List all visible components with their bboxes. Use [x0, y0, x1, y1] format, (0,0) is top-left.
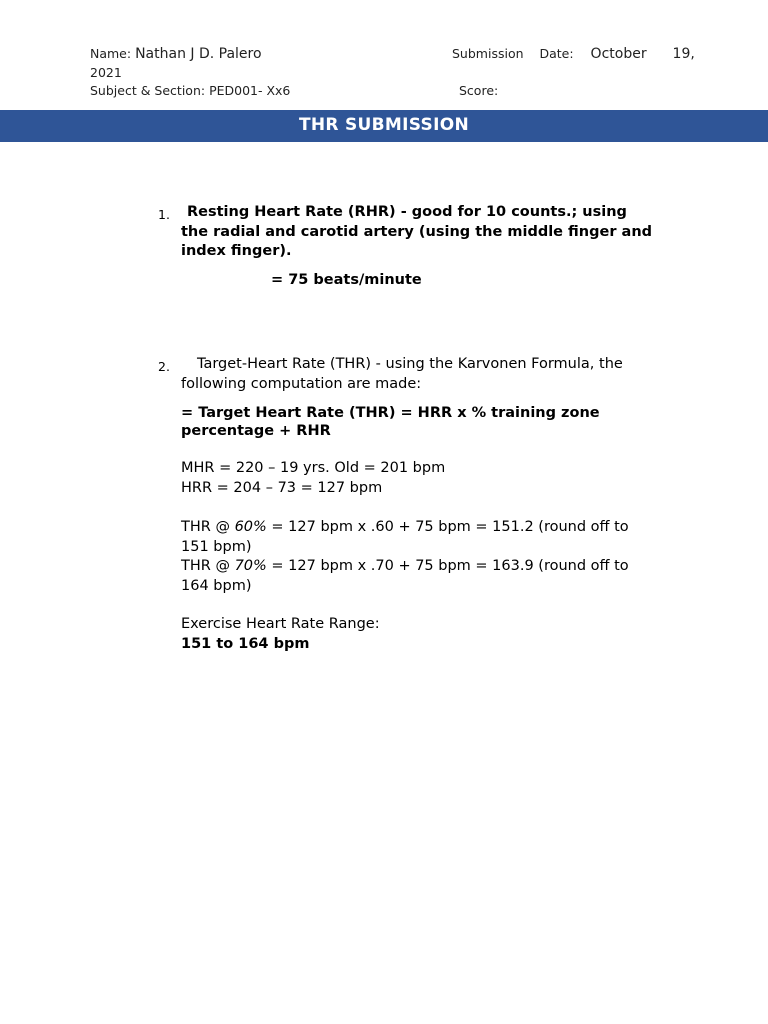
submission-label: Submission	[452, 46, 524, 61]
thr60-line	[181, 518, 681, 538]
subject-line	[90, 83, 290, 98]
item2-intro	[181, 355, 681, 394]
score-label: Score:	[459, 83, 499, 98]
subject-value: PED001- Xx6	[209, 83, 291, 98]
thr-computation-block	[181, 518, 681, 596]
formula-line1: = Target Heart Rate (THR) = HRR x % training zone	[181, 405, 600, 421]
range-value: 151 to 164 bpm	[181, 635, 310, 652]
name-line	[90, 46, 262, 62]
thr60-cont: 151 bpm)	[181, 538, 252, 555]
item2-intro-line1: Target-Heart Rate (THR) - using the Karvonen Formula, the	[197, 356, 623, 372]
date-day: 19,	[672, 46, 695, 62]
item2-number: 2.	[158, 359, 170, 374]
thr60-rest: = 127 bpm x .60 + 75 bpm = 151.2 (round off to	[266, 519, 629, 535]
formula-line2: percentage + RHR	[181, 423, 331, 439]
thr70-prefix: THR @	[181, 558, 235, 574]
mhr-hrr-block	[181, 459, 681, 498]
item1-result: = 75 beats/minute	[271, 272, 422, 288]
submission-date-line	[452, 46, 695, 62]
item2-intro-line2: following computation are made:	[181, 375, 422, 392]
name-label: Name:	[90, 46, 132, 61]
date-label: Date:	[539, 46, 574, 61]
thr70-rest: = 127 bpm x .70 + 75 bpm = 163.9 (round off to	[266, 558, 629, 574]
range-label: Exercise Heart Rate Range:	[181, 616, 380, 632]
hrr-line: HRR = 204 – 73 = 127 bpm	[181, 479, 383, 496]
thr70-cont: 164 bpm)	[181, 577, 252, 594]
item1-line2: the radial and carotid artery (using the middle finger and	[181, 223, 653, 240]
date-year: 2021	[90, 65, 122, 80]
thr60-percent: 60%	[234, 519, 267, 535]
item1-number: 1.	[158, 207, 170, 222]
subject-label: Subject & Section:	[90, 83, 206, 98]
title-banner: THR SUBMISSION	[0, 110, 768, 142]
item1-line1: Resting Heart Rate (RHR) - good for 10 counts.; using	[187, 204, 627, 220]
name-value: Nathan J D. Palero	[135, 46, 262, 62]
thr70-line	[181, 557, 681, 577]
date-month: October	[590, 46, 647, 62]
thr60-prefix: THR @	[181, 519, 235, 535]
item2-formula	[181, 404, 681, 440]
mhr-line: MHR = 220 – 19 yrs. Old = 201 bpm	[181, 460, 446, 476]
item1-line3: index finger).	[181, 243, 292, 259]
thr70-percent: 70%	[234, 558, 267, 574]
range-block	[181, 615, 681, 654]
item1-text	[181, 203, 681, 262]
